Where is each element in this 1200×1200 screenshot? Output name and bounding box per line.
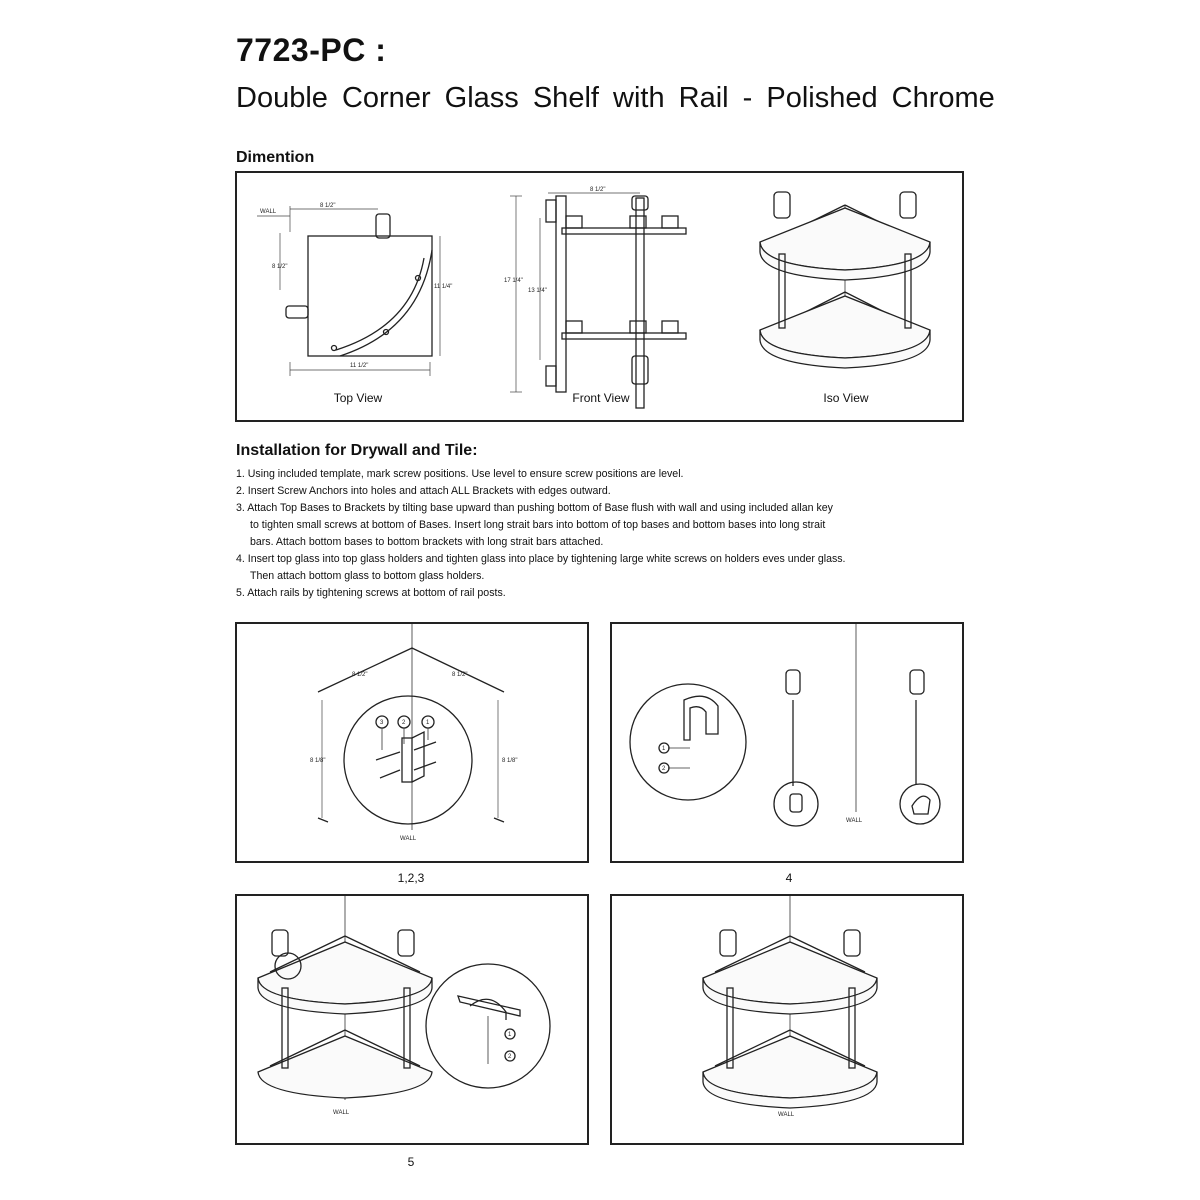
step-3-line-2: to tighten small screws at bottom of Bases. Insert long strait bars into bottom of top bases and bottom bases into long strait xyxy=(250,519,826,531)
fig5-callout-1: 1 xyxy=(508,1032,512,1038)
fig1-dim-vert-right: 8 1/8" xyxy=(502,758,518,764)
product-title: Double Corner Glass Shelf with Rail - Polished Chrome xyxy=(236,82,995,114)
iso-view-caption: Iso View xyxy=(823,391,869,405)
figure-4-panel xyxy=(610,622,964,863)
fig4-callout-2: 2 xyxy=(662,766,666,772)
top-view-dim-side: 11 1/4" xyxy=(434,284,453,290)
fig1-wall-label: WALL xyxy=(400,836,417,842)
figure-1-2-3-label: 1,2,3 xyxy=(397,871,425,885)
fig6-wall-label: WALL xyxy=(778,1112,795,1118)
figure-5-label: 5 xyxy=(407,1155,415,1169)
step-4: 4. Insert top glass into top glass holders and tighten glass into place by tightening large white screws on holders eves under glass. xyxy=(236,553,846,565)
fig1-callout-1: 1 xyxy=(426,720,430,726)
fig1-dim-vert-left: 8 1/8" xyxy=(310,758,326,764)
fig5-wall-label: WALL xyxy=(333,1110,350,1116)
dimension-heading: Dimention xyxy=(236,149,315,166)
top-view-dim-bottom: 11 1/2" xyxy=(350,363,369,369)
front-view-dim-inner: 13 1/4" xyxy=(528,288,547,294)
top-view-dim-depth: 8 1/2" xyxy=(272,264,288,270)
top-view-wall-label: WALL xyxy=(260,209,277,215)
installation-heading: Installation for Drywall and Tile: xyxy=(236,442,478,459)
step-3: 3. Attach Top Bases to Brackets by tilting base upward than pushing bottom of Base flush with wall and using included allan key xyxy=(236,502,833,514)
fig1-dim-left: 8 1/2" xyxy=(352,672,368,678)
fig1-callout-3: 3 xyxy=(380,720,384,726)
top-view-drawing xyxy=(257,203,452,376)
iso-view-drawing xyxy=(760,192,930,368)
step-1: 1. Using included template, mark screw positions. Use level to ensure screw positions are level. xyxy=(236,468,684,480)
fig1-callout-2: 2 xyxy=(402,720,406,726)
figure-1-2-3-panel xyxy=(235,622,589,863)
step-4-line-2: Then attach bottom glass to bottom glass holders. xyxy=(250,570,485,582)
fig5-callout-2: 2 xyxy=(508,1054,512,1060)
top-view-dim-width: 8 1/2" xyxy=(320,203,336,209)
figure-4-label: 4 xyxy=(785,871,793,885)
step-2: 2. Insert Screw Anchors into holes and attach ALL Brackets with edges outward. xyxy=(236,485,611,497)
product-code: 7723-PC : xyxy=(236,32,387,68)
front-view-dim-top: 8 1/2" xyxy=(590,187,606,193)
fig4-wall-label: WALL xyxy=(846,818,863,824)
installation-steps xyxy=(236,466,966,602)
fig1-dim-right: 8 1/2" xyxy=(452,672,468,678)
front-view-drawing xyxy=(504,187,686,408)
top-view-caption: Top View xyxy=(333,391,383,405)
front-view-dim-overall: 17 1/4" xyxy=(504,278,523,284)
front-view-caption: Front View xyxy=(572,391,630,405)
step-3-line-3: bars. Attach bottom bases to bottom brackets with long strait bars attached. xyxy=(250,536,604,548)
figure-5-panel xyxy=(235,894,589,1145)
figure-final-panel xyxy=(610,894,964,1145)
fig4-callout-1: 1 xyxy=(662,746,666,752)
step-5: 5. Attach rails by tightening screws at bottom of rail posts. xyxy=(236,587,506,599)
